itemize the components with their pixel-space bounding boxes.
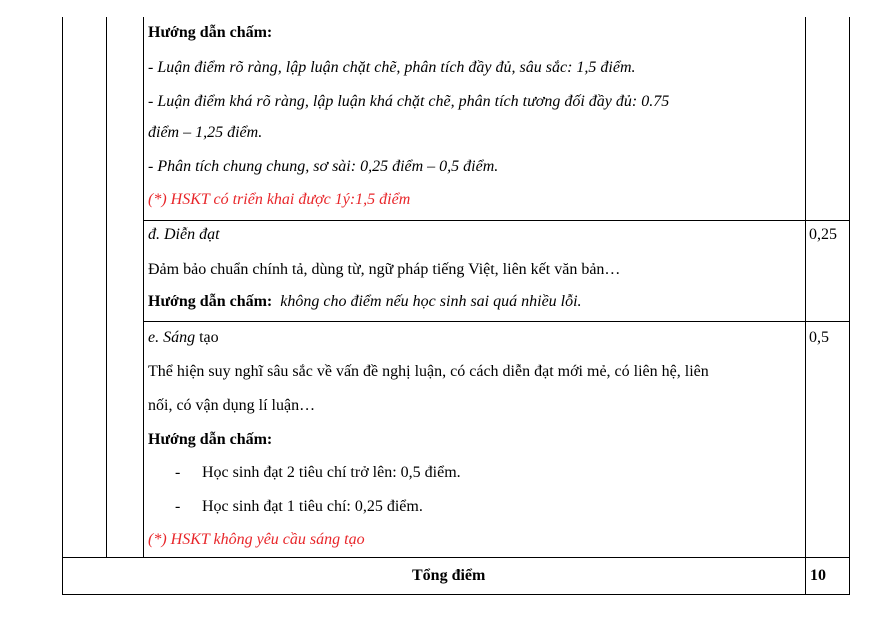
section-d-guide-label: Hướng dẫn chấm: bbox=[148, 293, 273, 310]
row-divider-d bbox=[143, 220, 850, 221]
section-e-bullet-2: Học sinh đạt 1 tiêu chí: 0,25 điểm. bbox=[202, 498, 423, 515]
table-border-left bbox=[62, 17, 63, 595]
bullet-marker-1: - bbox=[175, 464, 181, 481]
bullet-marker-2: - bbox=[175, 498, 181, 515]
section-d-score: 0,25 bbox=[809, 226, 837, 243]
row-divider-e bbox=[143, 321, 850, 322]
section-e-note: (*) HSKT không yêu cầu sáng tạo bbox=[148, 531, 365, 548]
criteria-note: (*) HSKT có triển khai được 1ý:1,5 điểm bbox=[148, 191, 411, 208]
criteria-heading: Hướng dẫn chấm: bbox=[148, 24, 273, 41]
section-e-description-2: nối, có vận dụng lí luận… bbox=[148, 397, 316, 414]
section-d-description: Đảm bảo chuẩn chính tả, dùng từ, ngữ pháp tiếng Việt, liên kết văn bản… bbox=[148, 261, 621, 278]
table-border-bottom bbox=[62, 594, 850, 595]
section-e-title bbox=[148, 328, 219, 348]
section-d-guide-text: không cho điểm nếu học sinh sai quá nhiều lỗi. bbox=[280, 293, 582, 310]
section-e-bullet-1: Học sinh đạt 2 tiêu chí trở lên: 0,5 điểm. bbox=[202, 464, 461, 481]
section-e-score: 0,5 bbox=[809, 329, 829, 346]
criteria-line-2b: điểm – 1,25 điểm. bbox=[148, 124, 263, 141]
col-divider-2 bbox=[143, 17, 144, 557]
col-divider-score bbox=[805, 17, 806, 595]
section-e-title-italic: e. Sáng bbox=[148, 329, 196, 346]
table-border-right bbox=[849, 17, 850, 595]
section-e-title-rest: tạo bbox=[195, 329, 219, 346]
total-label: Tổng điểm bbox=[412, 567, 486, 584]
col-divider-1 bbox=[106, 17, 107, 557]
row-divider-total bbox=[62, 557, 850, 558]
section-d-title: đ. Diễn đạt bbox=[148, 226, 220, 243]
criteria-line-1: - Luận điểm rõ ràng, lập luận chặt chẽ, phân tích đầy đủ, sâu sắc: 1,5 điểm. bbox=[148, 59, 636, 76]
criteria-line-3: - Phân tích chung chung, sơ sài: 0,25 điểm – 0,5 điểm. bbox=[148, 158, 499, 175]
section-d-guide bbox=[148, 292, 582, 312]
total-score: 10 bbox=[810, 567, 826, 584]
criteria-line-2a: - Luận điểm khá rõ ràng, lập luận khá chặt chẽ, phân tích tương đối đầy đủ: 0.75 bbox=[148, 93, 670, 110]
section-e-description-1: Thể hiện suy nghĩ sâu sắc về vấn đề nghị luận, có cách diễn đạt mới mẻ, có liên hệ, liên bbox=[148, 363, 709, 380]
section-e-guide-label: Hướng dẫn chấm: bbox=[148, 431, 273, 448]
